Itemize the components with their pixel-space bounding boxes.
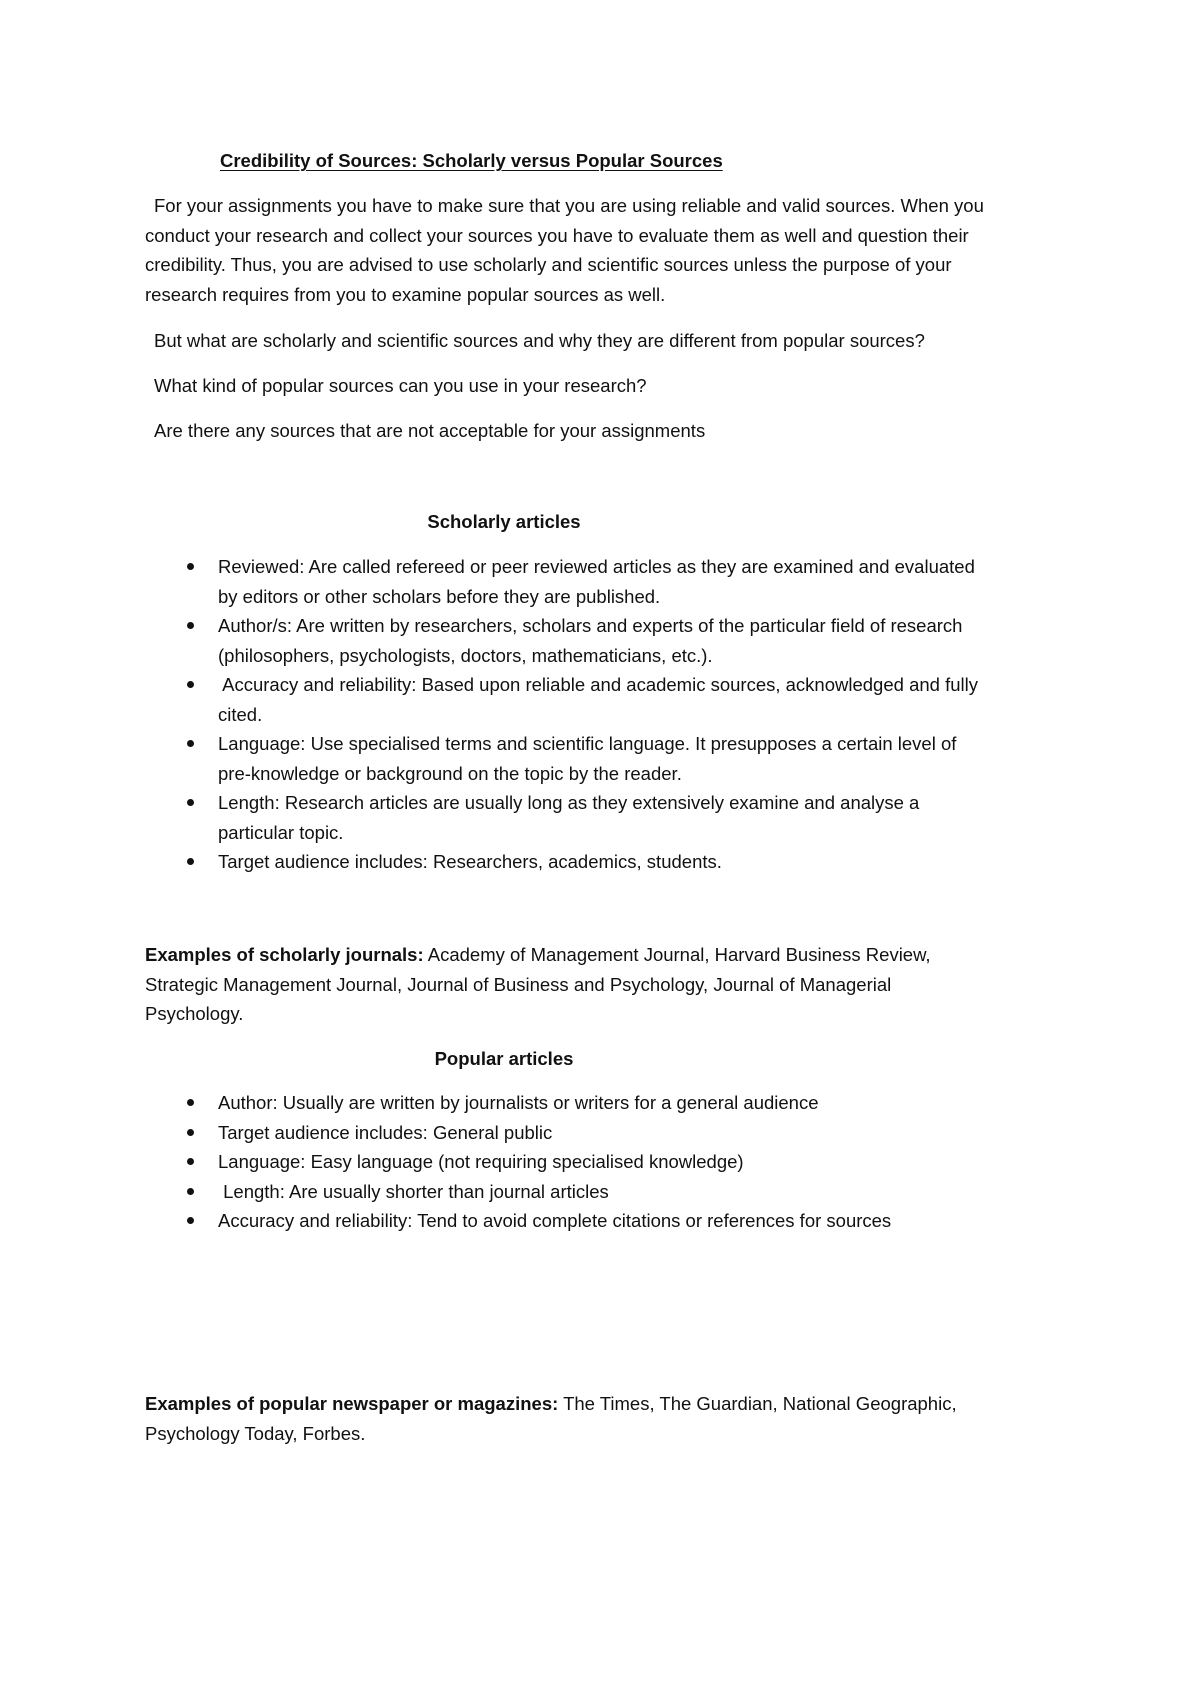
bullet-icon: [187, 1217, 194, 1224]
scholarly-articles-list: [145, 552, 1035, 877]
list-item-text: cited.: [218, 703, 263, 725]
examples-text: Academy of Management Journal, Harvard Business Review,: [423, 944, 931, 965]
list-item: [145, 1118, 1035, 1148]
examples-text: Psychology.: [145, 1003, 244, 1024]
list-item: [145, 552, 1035, 611]
bullet-icon: [187, 563, 194, 570]
question-unacceptable-sources: Are there any sources that are not acceptable for your assignments: [154, 420, 706, 441]
intro-line: credibility. Thus, you are advised to use scholarly and scientific sources unless the purpose of your: [145, 254, 952, 275]
list-item: [145, 611, 1035, 670]
list-item-text: pre-knowledge or background on the topic by the reader.: [218, 762, 682, 784]
scholarly-journals-examples: [145, 940, 1045, 1029]
intro-line: research requires from you to examine popular sources as well.: [145, 283, 666, 305]
list-item-text: Author/s: Are written by researchers, scholars and experts of the particular field of research: [218, 615, 963, 636]
intro-line: conduct your research and collect your sources you have to evaluate them as well and question their: [145, 224, 969, 246]
list-item-text: Accuracy and reliability: Tend to avoid complete citations or references for sources: [218, 1210, 892, 1231]
document-title: Credibility of Sources: Scholarly versus Popular Sources: [220, 150, 723, 171]
list-item: [145, 1206, 1035, 1236]
bullet-icon: [187, 1158, 194, 1165]
intro-paragraph: [145, 191, 1065, 309]
list-item-text: Accuracy and reliability: Based upon reliable and academic sources, acknowledged and fully: [218, 674, 978, 695]
list-item-text: (philosophers, psychologists, doctors, mathematicians, etc.).: [218, 644, 713, 666]
popular-articles-heading: Popular articles: [434, 1048, 574, 1069]
intro-line: For your assignments you have to make sure that you are using reliable and valid sources. When you: [154, 195, 984, 216]
list-item-text: Target audience includes: Researchers, academics, students.: [218, 851, 722, 872]
list-item-text: Language: Use specialised terms and scientific language. It presupposes a certain level of: [218, 733, 957, 754]
scholarly-articles-heading: Scholarly articles: [427, 511, 581, 532]
bullet-icon: [187, 740, 194, 747]
list-item-text: particular topic.: [218, 821, 344, 843]
list-item: [145, 847, 1035, 877]
list-item-text: Target audience includes: General public: [218, 1121, 553, 1143]
list-item: [145, 1147, 1035, 1177]
list-item: [145, 670, 1035, 729]
bullet-icon: [187, 1099, 194, 1106]
examples-label: Examples of popular newspaper or magazines:: [145, 1393, 559, 1414]
examples-text: Psychology Today, Forbes.: [145, 1422, 366, 1444]
question-scholarly-vs-popular: But what are scholarly and scientific sources and why they are different from popular sources?: [154, 330, 925, 351]
bullet-icon: [187, 681, 194, 688]
list-item-text: Reviewed: Are called refereed or peer reviewed articles as they are examined and evaluated: [218, 556, 975, 577]
examples-text: The Times, The Guardian, National Geographic,: [558, 1393, 957, 1414]
examples-text: Strategic Management Journal, Journal of Business and Psychology, Journal of Managerial: [145, 973, 892, 995]
bullet-icon: [187, 1129, 194, 1136]
list-item: [145, 788, 1035, 847]
popular-articles-list: [145, 1088, 1035, 1236]
popular-magazines-examples: [145, 1389, 1045, 1448]
list-item: [145, 729, 1035, 788]
bullet-icon: [187, 799, 194, 806]
list-item-text: Author: Usually are written by journalists or writers for a general audience: [218, 1092, 819, 1113]
list-item: [145, 1177, 1035, 1207]
list-item-text: by editors or other scholars before they are published.: [218, 585, 661, 607]
bullet-icon: [187, 858, 194, 865]
list-item: [145, 1088, 1035, 1118]
bullet-icon: [187, 622, 194, 629]
list-item-text: Language: Easy language (not requiring specialised knowledge): [218, 1151, 744, 1172]
examples-label: Examples of scholarly journals:: [145, 944, 424, 965]
bullet-icon: [187, 1188, 194, 1195]
question-popular-sources: What kind of popular sources can you use in your research?: [154, 375, 647, 396]
list-item-text: Length: Research articles are usually long as they extensively examine and analyse a: [218, 792, 920, 813]
list-item-text: Length: Are usually shorter than journal articles: [218, 1180, 609, 1202]
